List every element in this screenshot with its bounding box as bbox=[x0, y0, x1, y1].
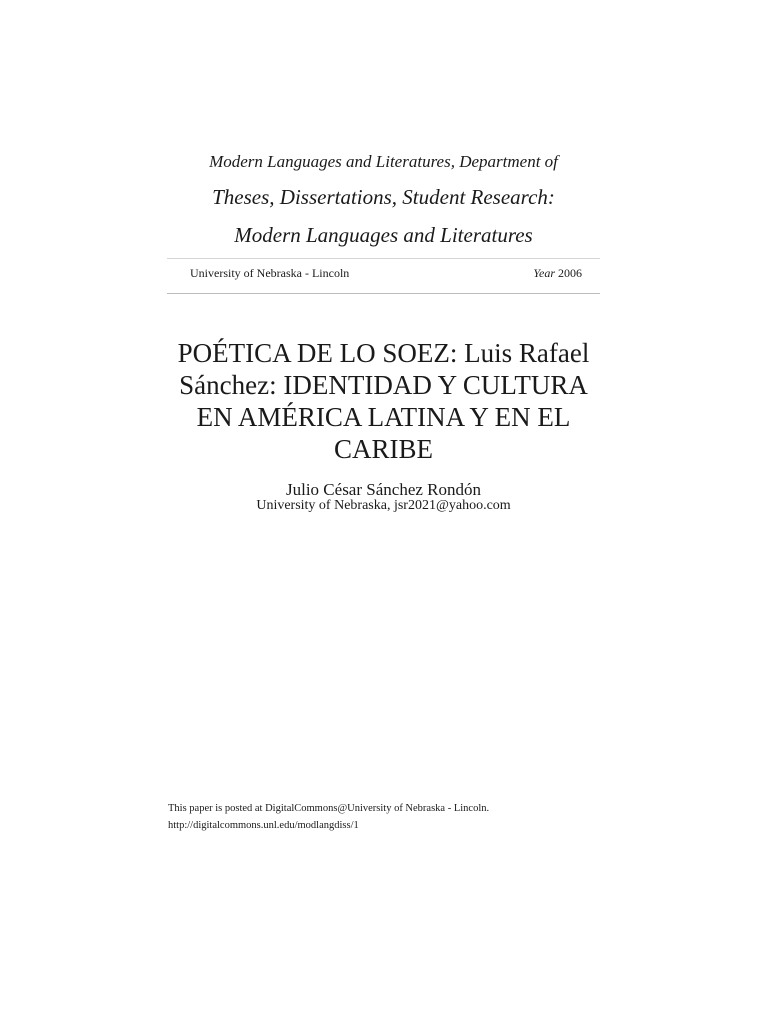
header-block bbox=[167, 150, 600, 254]
meta-row bbox=[190, 265, 582, 281]
year-value: 2006 bbox=[558, 266, 582, 280]
author-name: Julio César Sánchez Rondón bbox=[286, 480, 481, 499]
institution-name: University of Nebraska - Lincoln bbox=[190, 266, 350, 280]
year bbox=[533, 265, 582, 281]
paper-title: POÉTICA DE LO SOEZ: Luis Rafael Sánchez: IDENTIDAD Y CULTURA EN AMÉRICA LATINA Y EN EL CARIBE bbox=[177, 338, 590, 464]
header-rule-top bbox=[167, 258, 600, 259]
posted-note: This paper is posted at DigitalCommons@University of Nebraska - Lincoln. bbox=[168, 803, 490, 814]
footer-note bbox=[168, 800, 608, 834]
department-name: Modern Languages and Literatures, Department of bbox=[209, 152, 558, 171]
author-affiliation: University of Nebraska, jsr2021@yahoo.com bbox=[256, 498, 511, 513]
series-title bbox=[167, 178, 600, 254]
paper-url[interactable]: http://digitalcommons.unl.edu/modlangdiss/1 bbox=[168, 820, 359, 831]
header-rule-bottom bbox=[167, 293, 600, 294]
series-title-line-1: Theses, Dissertations, Student Research: bbox=[212, 185, 555, 209]
series-title-line-2: Modern Languages and Literatures bbox=[234, 223, 533, 247]
year-label: Year bbox=[533, 266, 555, 280]
